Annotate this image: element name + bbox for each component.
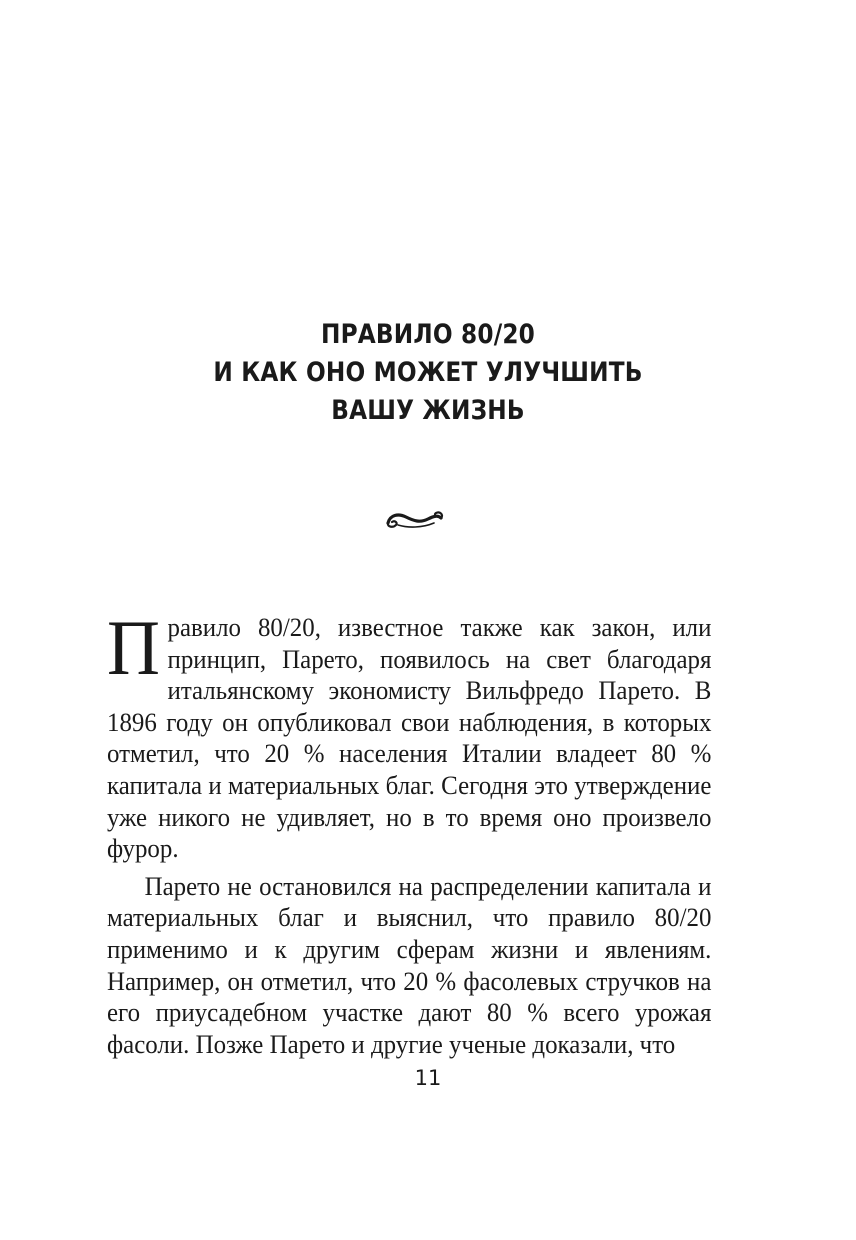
- chapter-title: [60, 316, 796, 430]
- chapter-title-line-1: ПРАВИЛО 80/20: [320, 319, 536, 350]
- paragraph: [107, 604, 712, 865]
- page-number: 11: [414, 1066, 442, 1090]
- drop-cap: П: [107, 604, 160, 691]
- body-text: [107, 604, 712, 1060]
- chapter-title-line-3: ВАШУ ЖИЗНЬ: [331, 395, 525, 426]
- paragraph-1-text: равило 80/20, известное также как закон, или принцип, Парето, появилось на свет благодаря итальянскому экономисту Вильфредо Парето. В 1896 году он опубликовал свои наблюдения, в которых отметил, что 20 % населения Италии владеет 80 % капитала и материальных благ. Сегодня это утверждение уже никого не удивляет, но в то время оно произвело фурор.: [107, 612, 712, 864]
- paragraph: Парето не остановился на распределении капитала и материальных благ и выяснил, что правило 80/20 применимо и к другим сферам жизни и явлениям. Например, он отметил, что 20 % фасолевых стручков на его приусадебном участке дают 80 % всего урожая фасоли. Позже Парето и другие ученые доказали, что: [107, 870, 712, 1059]
- swirl-ornament-icon: [384, 503, 446, 531]
- chapter-title-line-2: И КАК ОНО МОЖЕТ УЛУЧШИТЬ: [213, 357, 643, 388]
